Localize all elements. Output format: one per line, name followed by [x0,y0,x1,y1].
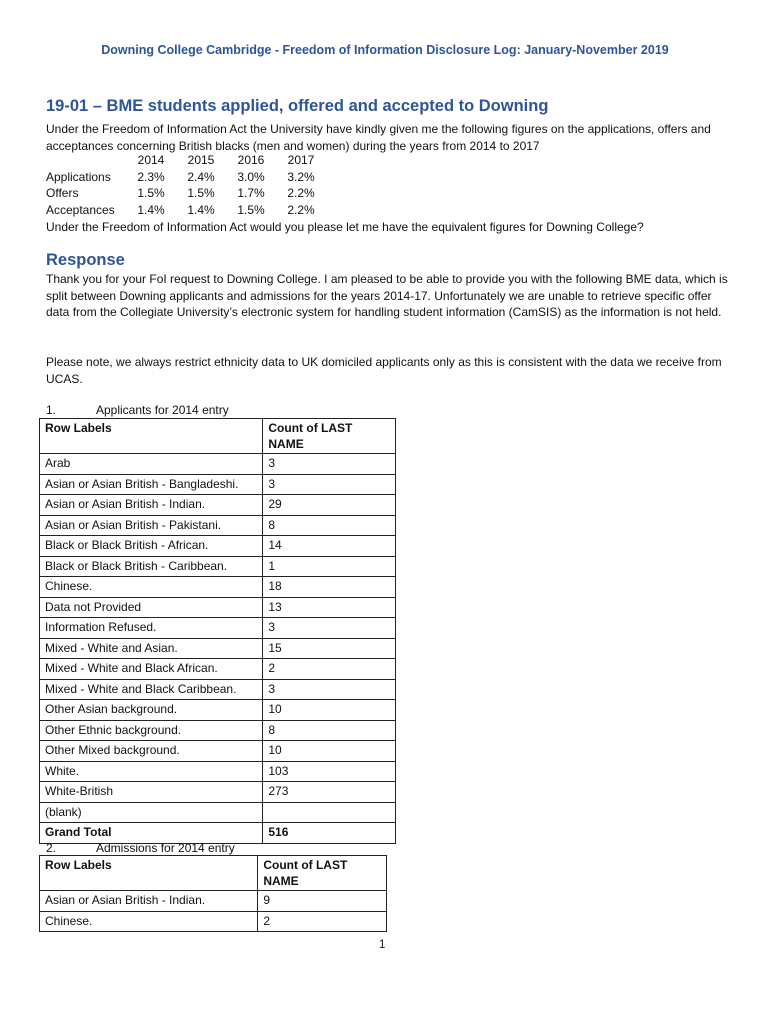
table-header-row [40,856,387,891]
row-label-cell: Arab [40,454,263,475]
count-cell: 3 [263,679,396,700]
count-cell: 103 [263,761,396,782]
table-row [40,700,396,721]
table2-caption [46,840,235,856]
grand-total-label: Grand Total [40,823,263,844]
count-cell: 8 [263,720,396,741]
year-cell: 2014 [137,153,165,167]
count-cell: 1 [263,556,396,577]
page-header: Downing College Cambridge - Freedom of Information Disclosure Log: January-November 2019 [101,43,669,57]
row-label-cell: Asian or Asian British - Indian. [40,891,258,912]
count-cell: 18 [263,577,396,598]
count-cell: 3 [263,618,396,639]
table-header-row [40,419,396,454]
row-label-cell: Other Ethnic background. [40,720,263,741]
table-row [40,802,396,823]
figures-value: 3.2% [287,169,315,184]
request-question: Under the Freedom of Information Act would you please let me have the equivalent figures for Downing College? [46,220,644,234]
page-number: 1 [379,939,386,951]
count-cell: 2 [258,911,387,932]
figures-value: 3.0% [237,169,265,184]
table1-caption-text: Applicants for 2014 entry [96,403,229,417]
count-cell: 9 [258,891,387,912]
table-row [40,638,396,659]
row-label-cell: Mixed - White and Black African. [40,659,263,680]
figures-value: 2.2% [287,202,315,217]
year-cell: 2015 [187,153,215,167]
column-header-row-labels: Row Labels [40,419,263,454]
table-row [40,741,396,762]
table1-caption [46,402,229,418]
count-cell: 3 [263,454,396,475]
figures-value: 1.4% [137,202,165,217]
count-cell: 15 [263,638,396,659]
figures-row-label: Applications [46,169,111,184]
count-cell: 10 [263,741,396,762]
figures-value: 1.4% [187,202,215,217]
table2-caption-text: Admissions for 2014 entry [96,841,235,855]
figures-value: 2.2% [287,186,315,201]
table-row [40,761,396,782]
table-row [40,659,396,680]
table-row [40,495,396,516]
row-label-cell: Chinese. [40,911,258,932]
table1-number: 1. [46,403,57,417]
figures-row-acceptances [46,202,326,219]
row-label-cell: Other Asian background. [40,700,263,721]
row-label-cell: White. [40,761,263,782]
figures-row-applications [46,169,326,186]
column-header-count: Count of LAST NAME [258,856,387,891]
row-label-cell: Asian or Asian British - Bangladeshi. [40,474,263,495]
applicants-2014-table [39,418,396,844]
row-label-cell: Black or Black British - African. [40,536,263,557]
table-row [40,556,396,577]
column-header-row-labels: Row Labels [40,856,258,891]
response-paragraph-2: Please note, we always restrict ethnicity data to UK domiciled applicants only as this is consistent with the data we receive from UCAS. [46,355,722,386]
count-cell: 8 [263,515,396,536]
figures-value: 1.5% [137,186,165,201]
count-cell: 10 [263,700,396,721]
count-cell: 3 [263,474,396,495]
request-intro: Under the Freedom of Information Act the University have kindly given me the following figures on the applications, offers and acceptances concerning British blacks (men and women) during the years from 2014 to 2017 [46,122,711,153]
figures-row-label: Offers [46,186,79,201]
table-row [40,597,396,618]
table-row [40,891,387,912]
figures-value: 2.4% [187,169,215,184]
row-label-cell: Asian or Asian British - Pakistani. [40,515,263,536]
response-title: Response [46,251,125,269]
grand-total-value: 516 [263,823,396,844]
column-header-count: Count of LAST NAME [263,419,396,454]
figures-value: 2.3% [137,169,165,184]
table-row [40,911,387,932]
row-label-cell: (blank) [40,802,263,823]
year-cell: 2016 [237,153,265,167]
row-label-cell: Chinese. [40,577,263,598]
admissions-2014-table [39,855,387,932]
row-label-cell: Mixed - White and Asian. [40,638,263,659]
row-label-cell: Data not Provided [40,597,263,618]
table-row [40,679,396,700]
figures-value: 1.7% [237,186,265,201]
figures-value: 1.5% [237,202,265,217]
table-row [40,454,396,475]
row-label-cell: Black or Black British - Caribbean. [40,556,263,577]
table-row [40,782,396,803]
figures-row-offers [46,185,326,202]
count-cell [263,802,396,823]
request-title: 19-01 – BME students applied, offered and accepted to Downing [46,97,549,115]
table-row [40,577,396,598]
table2-number: 2. [46,841,57,855]
table-row [40,720,396,741]
table-row [40,515,396,536]
figures-row-label: Acceptances [46,202,115,217]
count-cell: 2 [263,659,396,680]
count-cell: 13 [263,597,396,618]
row-label-cell: Information Refused. [40,618,263,639]
row-label-cell: Other Mixed background. [40,741,263,762]
row-label-cell: Mixed - White and Black Caribbean. [40,679,263,700]
figures-value: 1.5% [187,186,215,201]
count-cell: 273 [263,782,396,803]
row-label-cell: White-British [40,782,263,803]
table-row [40,474,396,495]
row-label-cell: Asian or Asian British - Indian. [40,495,263,516]
year-cell: 2017 [287,153,315,167]
figures-year-row [46,152,326,169]
table-row [40,618,396,639]
count-cell: 29 [263,495,396,516]
count-cell: 14 [263,536,396,557]
university-figures-table [46,152,326,218]
table-row [40,536,396,557]
response-paragraph-1: Thank you for your FoI request to Downing College. I am pleased to be able to provide you with the following BME data, which is split between Downing applicants and admissions for the years 2014-17. Unfortunately we are unable to retrieve specific offer data from the Collegiate University’s electronic system for handling student information (CamSIS) as the information is not held. [46,272,728,320]
